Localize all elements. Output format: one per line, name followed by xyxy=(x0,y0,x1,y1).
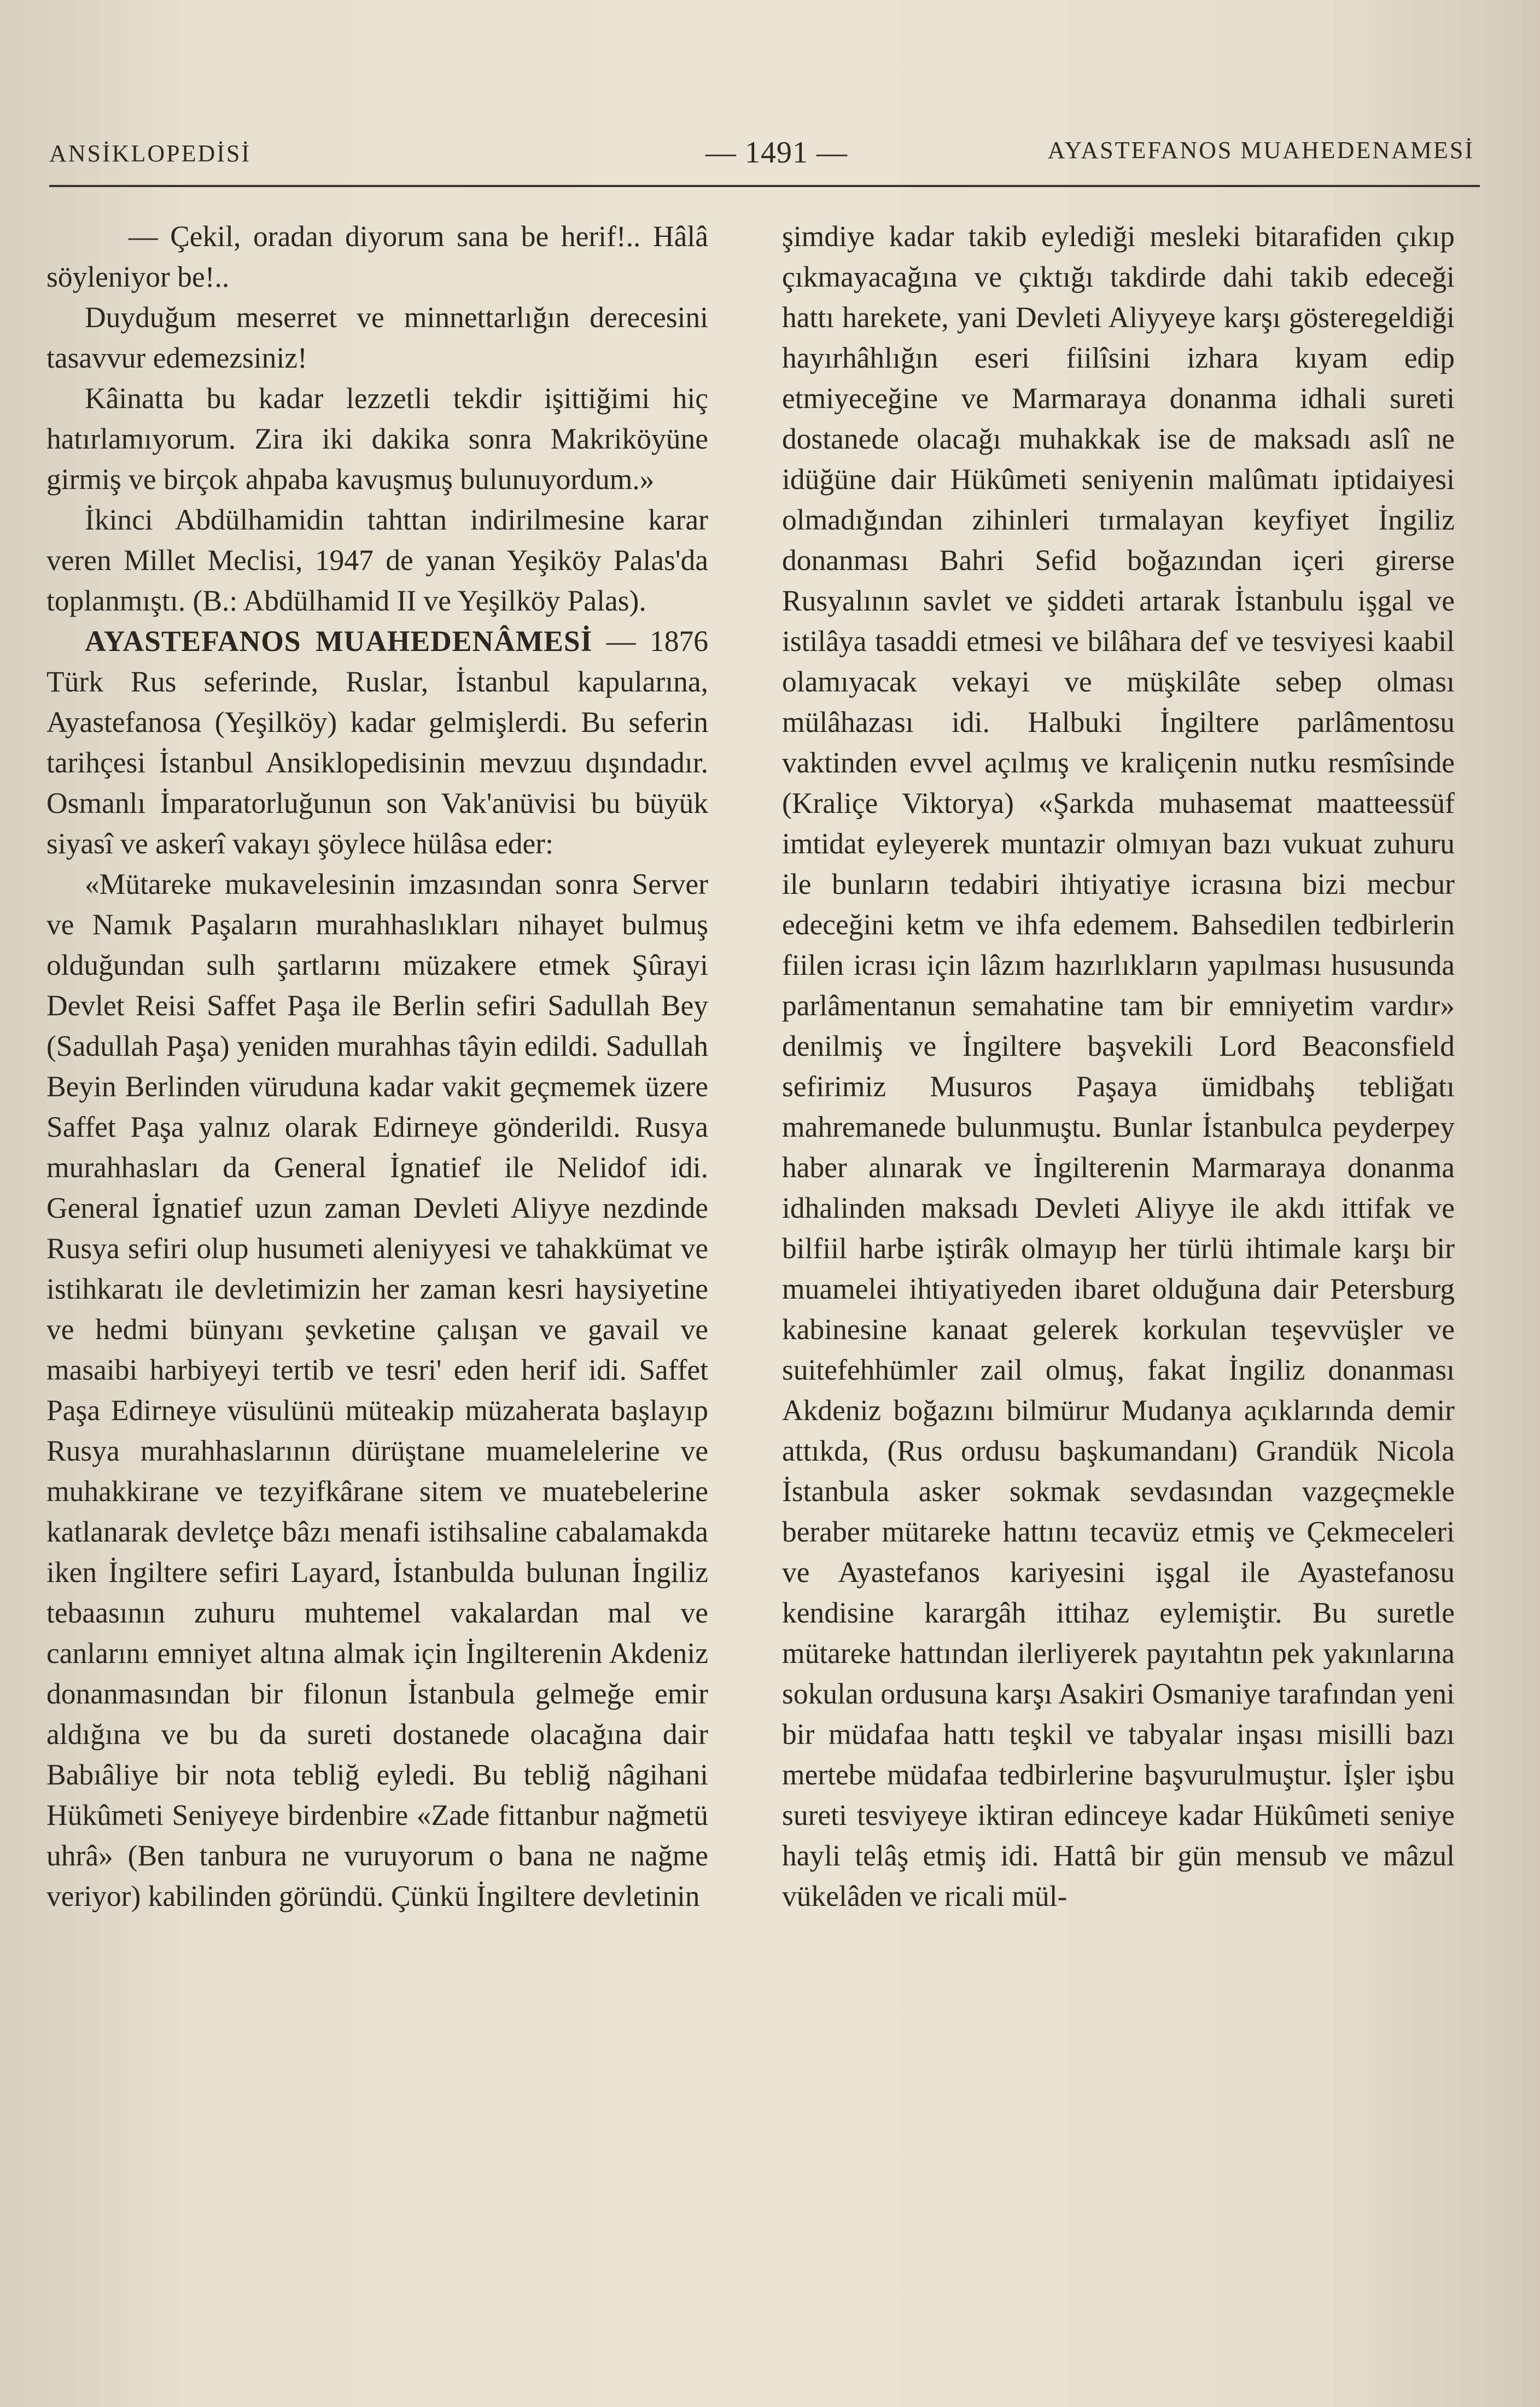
paragraph: Duyduğum meserret ve minnettarlığın derecesini tasavvur edemezsiniz! xyxy=(46,301,708,374)
paragraph: İkinci Abdülhamidin tahttan indirilmesine karar veren Millet Meclisi, 1947 de yanan Yeşiköy Palas'da toplanmıştı. (B.: Abdülhamid II ve Yeşilköy Palas). xyxy=(46,503,708,617)
running-header xyxy=(49,136,1474,172)
entry-paragraph xyxy=(46,621,708,864)
header-entry-title: AYASTEFANOS MUAHEDENAMESİ xyxy=(1047,137,1474,164)
right-column xyxy=(782,216,1455,1916)
paragraph: — Çekil, oradan diyorum sana be herif!.. Hâlâ söyleniyor be!.. xyxy=(46,220,708,293)
page-number: — 1491 — xyxy=(705,136,848,170)
header-publication-title: ANSİKLOPEDİSİ xyxy=(49,140,251,167)
entry-heading: AYASTEFANOS MUAHEDENÂMESİ xyxy=(85,625,593,658)
paragraph: Kâinatta bu kadar lezzetli tekdir işittiğimi hiç hatırlamıyorum. Zira iki dakika sonra Makriköyüne girmiş ve birçok ahpaba kavuşmuş bulunuyordum.» xyxy=(46,382,708,496)
left-column xyxy=(46,216,708,1916)
paragraph: «Mütareke mukavelesinin imzasından sonra Server ve Namık Paşaların murahhaslıkları nihayet bulmuş olduğundan sulh şartlarını müzakere etmek Şûrayi Devlet Reisi Saffet Paşa ile Berlin sefiri Sadullah Bey (Sadullah Paşa) yeniden murahhas tâyin edildi. Sadullah Beyin Berlinden vüruduna kadar vakit geçmemek üzere Saffet Paşa yalnız olarak Edirneye gönderildi. Rusya murahhasları da General İgnatief ile Nelidof idi. General İgnatief uzun zaman Devleti Aliyye nezdinde Rusya sefiri olup husumeti aleniyyesi ve tahakkümat ve istihkaratı ile devletimizin her zaman kesri haysiyetine ve hedmi bünyanı şevketine çalışan ve gavail ve masaibi harbiyeyi tertib ve tesri' eden herif idi. Saffet Paşa Edirneye vüsulünü müteakip müzaherata başlayıp Rusya murahhaslarının dürüştane muamelelerine ve muhakkirane ve tezyifkârane sitem ve muatebelerine katlanarak devletçe bâzı menafi istihsaline cabalamakda iken İngiltere sefiri Layard, İstanbulda bulunan İngiliz tebaasının zuhuru muhtemel vakalardan mal ve canlarını emniyet altına almak için İngilterenin Akdeniz donanmasından bir filonun İstanbula gelmeğe emir aldığına ve bu da sureti dostanede olacağına dair Babıâliye bir nota tebliğ eyledi. Bu tebliğ nâgihani Hükûmeti Seniyeye birdenbire «Zade fittanbur nağmetü uhrâ» (Ben tanbura ne vuruyorum o bana ne nağme veriyor) kabilinden göründü. Çünkü İngiltere devletinin xyxy=(46,868,708,1912)
paragraph: şimdiye kadar takib eylediği mesleki bitarafiden çıkıp çıkmayacağına ve çıktığı takdirde dahi takib edeceği hattı harekete, yani Devleti Aliyyeye karşı gösteregeldiği hayırhâhlığın eseri fiilîsini izhara kıyam edip etmiyeceğine ve Marmaraya donanma idhali sureti dostanede olacağı muhakkak ise de maksadı aslî ne idüğüne dair Hükûmeti seniyenin malûmatı iptidaiyesi olmadığından zihinleri tırmalayan keyfiyet İngiliz donanması Bahri Sefid boğazından içeri girerse Rusyalının savlet ve şiddeti artarak İstanbulu işgal ve istilâya tasaddi etmesi ve bilâhara def ve tesviyesi kaabil olamıyacak vekayi ve müşkilâte sebep olması mülâhazası idi. Halbuki İngiltere parlâmentosu vaktinden evvel açılmış ve kraliçenin nutku resmîsinde (Kraliçe Viktorya) «Şarkda muhasemat maatteessüf imtidat eyleyerek muntazir olmıyan bazı vukuat zuhuru ile bunların tedabiri ihtiyatiye icrasına bizi mecbur edeceğini ketm ve ihfa edemem. Bahsedilen tedbirlerin fiilen icrası için lâzım hazırlıkların yapılması hususunda parlâmentanun semahatine tam bir emniyetim vardır» denilmiş ve İngiltere başvekili Lord Beaconsfield sefirimiz Musuros Paşaya ümidbahş tebliğatı mahremanede bulunmuştu. Bunlar İstanbulca peyderpey haber alınarak ve İngilterenin Marmaraya donanma idhalinden maksadı Devleti Aliyye ile akdı ittifak ve bilfiil harbe iştirâk olmayıp her türlü ihtimale karşı bir muamelei ihtiyatiyeden ibaret olduğuna dair Petersburg kabinesine kanaat gelerek korkulan teşevvüşler ve suitefehhümler zail olmuş, fakat İngiliz donanması Akdeniz boğazını bilmürur Mudanya açıklarında demir attıkda, (Rus ordusu başkumandanı) Grandük Nicola İstanbula asker sokmak sevdasından vazgeçmekle beraber mütareke hattını tecavüz etmiş ve Çekmeceleri ve Ayastefanos kariyesini işgal ile Ayastefanosu kendisine karargâh ittihaz eylemiştir. Bu suretle mütareke hattından ilerliyerek payıtahtın pek yakınlarına sokulan ordusuna karşı Asakiri Osmaniye tarafından yeni bir müdafaa hattı teşkil ve tabyalar inşası misilli bazı mertebe müdafaa tedbirlerine başvurulmuştur. İşler işbu sureti tesviyeye iktiran edinceye kadar Hükûmeti seniye hayli telâş etmiş idi. Hattâ bir gün mensub ve mâzul vükelâden ve ricali mül- xyxy=(782,220,1455,1912)
entry-text: — 1876 Türk Rus seferinde, Ruslar, İstanbul kapularına, Ayastefanosa (Yeşilköy) kadar gelmişlerdi. Bu seferin tarihçesi İstanbul Ansiklopedisinin mevzuu dışındadır. Osmanlı İmparatorluğunun son Vak'anüvisi bu büyük siyasî ve askerî vakayı şöylece hülâsa eder: xyxy=(46,625,708,860)
header-rule xyxy=(49,185,1480,187)
